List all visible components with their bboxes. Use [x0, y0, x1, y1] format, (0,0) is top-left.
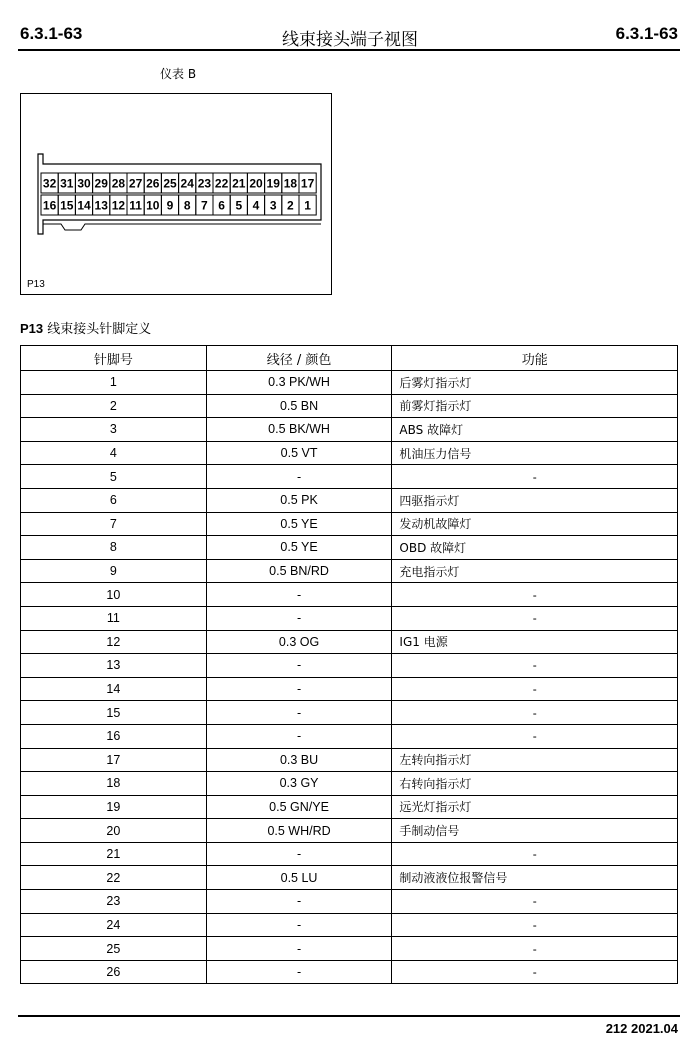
table-row — [21, 559, 678, 583]
pin-label: 29 — [94, 176, 108, 191]
pin-number: 3 — [21, 418, 207, 442]
pin-label: 24 — [180, 176, 194, 191]
table-row — [21, 748, 678, 772]
table-row — [21, 583, 678, 607]
wire-spec: - — [206, 724, 392, 748]
pin-number: 13 — [21, 654, 207, 678]
pin-number: 12 — [21, 630, 207, 654]
connector-drawing — [21, 94, 331, 294]
wire-spec: 0.5 BK/WH — [206, 418, 392, 442]
pin-label: 10 — [146, 198, 160, 213]
pin-number: 21 — [21, 842, 207, 866]
pin-label: 27 — [128, 176, 143, 191]
pin-number: 18 — [21, 772, 207, 796]
pin-function: 手制动信号 — [392, 819, 678, 843]
pin-function: - — [392, 677, 678, 701]
wire-spec: - — [206, 842, 392, 866]
pin-label: 12 — [111, 198, 126, 213]
table-row — [21, 394, 678, 418]
pin-number: 8 — [21, 536, 207, 560]
pin-label: 3 — [269, 198, 277, 213]
pin-number: 16 — [21, 724, 207, 748]
pin-function: - — [392, 606, 678, 630]
pin-function: OBD 故障灯 — [392, 536, 678, 560]
pin-number: 20 — [21, 819, 207, 843]
table-row — [21, 606, 678, 630]
wire-spec: - — [206, 937, 392, 961]
header-wire: 线径 / 颜色 — [206, 346, 392, 371]
pin-label: 17 — [300, 176, 315, 191]
wire-spec: - — [206, 701, 392, 725]
pin-function: 右转向指示灯 — [392, 772, 678, 796]
pin-function: - — [392, 583, 678, 607]
table-row — [21, 795, 678, 819]
pin-label: 21 — [232, 176, 246, 191]
pin-label: 6 — [218, 198, 225, 213]
table-header-row — [21, 346, 678, 371]
table-row — [21, 937, 678, 961]
wire-spec: - — [206, 606, 392, 630]
table-title-text: 线束接头针脚定义 — [43, 322, 152, 337]
section-number-left: 6.3.1-63 — [20, 24, 83, 43]
table-row — [21, 418, 678, 442]
pin-label: 20 — [249, 176, 263, 191]
wire-spec: 0.5 WH/RD — [206, 819, 392, 843]
pin-number: 23 — [21, 890, 207, 914]
table-row — [21, 536, 678, 560]
pin-function: 机油压力信号 — [392, 441, 678, 465]
pin-label: 18 — [283, 176, 298, 191]
wire-spec: 0.3 GY — [206, 772, 392, 796]
pin-definition-table — [20, 345, 678, 984]
pin-function: - — [392, 701, 678, 725]
pin-label: 31 — [60, 176, 74, 191]
pin-number: 14 — [21, 677, 207, 701]
wire-spec: - — [206, 465, 392, 489]
wire-spec: - — [206, 913, 392, 937]
pin-label: 1 — [304, 198, 311, 213]
page-footer: 212 2021.04 — [605, 1021, 678, 1036]
wire-spec: 0.5 BN/RD — [206, 559, 392, 583]
pin-label: 5 — [235, 198, 243, 213]
table-row — [21, 772, 678, 796]
pin-number: 2 — [21, 394, 207, 418]
pin-label: 2 — [287, 198, 294, 213]
table-row — [21, 677, 678, 701]
pin-label: 32 — [42, 176, 57, 191]
pin-number: 24 — [21, 913, 207, 937]
wire-spec: 0.5 YE — [206, 512, 392, 536]
pin-label: 28 — [111, 176, 126, 191]
pin-function: - — [392, 465, 678, 489]
pin-number: 10 — [21, 583, 207, 607]
table-row — [21, 890, 678, 914]
wire-spec: 0.5 VT — [206, 441, 392, 465]
pin-function: - — [392, 890, 678, 914]
table-title — [20, 318, 151, 337]
pin-function: 左转向指示灯 — [392, 748, 678, 772]
pin-label: 11 — [129, 198, 142, 213]
pin-function: 后雾灯指示灯 — [392, 371, 678, 395]
footer-divider — [18, 1015, 680, 1017]
table-row — [21, 724, 678, 748]
table-title-code: P13 — [20, 321, 44, 336]
wire-spec: 0.3 OG — [206, 630, 392, 654]
pin-number: 19 — [21, 795, 207, 819]
wire-spec: - — [206, 583, 392, 607]
table-row — [21, 913, 678, 937]
table-row — [21, 819, 678, 843]
pin-function: - — [392, 654, 678, 678]
pin-function: 远光灯指示灯 — [392, 795, 678, 819]
pin-number: 1 — [21, 371, 207, 395]
pin-label: 30 — [77, 176, 91, 191]
wire-spec: - — [206, 890, 392, 914]
pin-function: - — [392, 913, 678, 937]
wire-spec: 0.5 GN/YE — [206, 795, 392, 819]
pin-label: 4 — [252, 198, 260, 213]
wire-spec: 0.5 YE — [206, 536, 392, 560]
pin-function: 制动液液位报警信号 — [392, 866, 678, 890]
header-function: 功能 — [392, 346, 678, 371]
table-row — [21, 630, 678, 654]
wire-spec: 0.3 BU — [206, 748, 392, 772]
header-divider — [18, 49, 680, 51]
wire-spec: 0.5 LU — [206, 866, 392, 890]
table-row — [21, 960, 678, 984]
page-title: 线束接头端子视图 — [282, 30, 418, 50]
pin-label: 14 — [77, 198, 91, 213]
table-row — [21, 654, 678, 678]
pin-function: 前雾灯指示灯 — [392, 394, 678, 418]
connector-diagram — [20, 93, 332, 295]
connector-latch — [43, 220, 321, 230]
pin-label: 19 — [266, 176, 280, 191]
wire-spec: 0.3 PK/WH — [206, 371, 392, 395]
table-row — [21, 488, 678, 512]
pin-number: 22 — [21, 866, 207, 890]
pin-label: 7 — [201, 198, 208, 213]
pin-label: 15 — [60, 198, 74, 213]
pin-function: IG1 电源 — [392, 630, 678, 654]
header-pin: 针脚号 — [21, 346, 207, 371]
table-row — [21, 371, 678, 395]
pin-number: 15 — [21, 701, 207, 725]
wire-spec: 0.5 PK — [206, 488, 392, 512]
pin-number: 26 — [21, 960, 207, 984]
pin-label: 9 — [166, 198, 174, 213]
table-row — [21, 701, 678, 725]
wire-spec: - — [206, 960, 392, 984]
wire-spec: - — [206, 677, 392, 701]
pin-label: 26 — [146, 176, 160, 191]
pin-function: 充电指示灯 — [392, 559, 678, 583]
table-row — [21, 842, 678, 866]
pin-number: 7 — [21, 512, 207, 536]
connector-id: P13 — [27, 279, 45, 290]
pin-number: 6 — [21, 488, 207, 512]
pin-function: 发动机故障灯 — [392, 512, 678, 536]
pin-label: 22 — [214, 176, 229, 191]
pin-number: 4 — [21, 441, 207, 465]
pin-label: 16 — [42, 198, 57, 213]
connector-housing — [38, 154, 321, 234]
table-row — [21, 512, 678, 536]
pin-number: 11 — [21, 606, 207, 630]
pin-function: - — [392, 724, 678, 748]
pin-function: 四驱指示灯 — [392, 488, 678, 512]
pin-label: 13 — [94, 198, 108, 213]
wire-spec: - — [206, 654, 392, 678]
table-row — [21, 465, 678, 489]
wire-spec: 0.5 BN — [206, 394, 392, 418]
connector-label: 仪表 B — [160, 67, 197, 81]
pin-function: - — [392, 842, 678, 866]
pin-label: 25 — [163, 176, 177, 191]
section-number-right: 6.3.1-63 — [615, 24, 678, 43]
pin-number: 25 — [21, 937, 207, 961]
pin-function: - — [392, 960, 678, 984]
table-row — [21, 866, 678, 890]
pin-function: ABS 故障灯 — [392, 418, 678, 442]
pin-number: 5 — [21, 465, 207, 489]
table-row — [21, 441, 678, 465]
pin-number: 9 — [21, 559, 207, 583]
pin-function: - — [392, 937, 678, 961]
pin-label: 8 — [183, 198, 191, 213]
pin-number: 17 — [21, 748, 207, 772]
pin-label: 23 — [197, 176, 212, 191]
